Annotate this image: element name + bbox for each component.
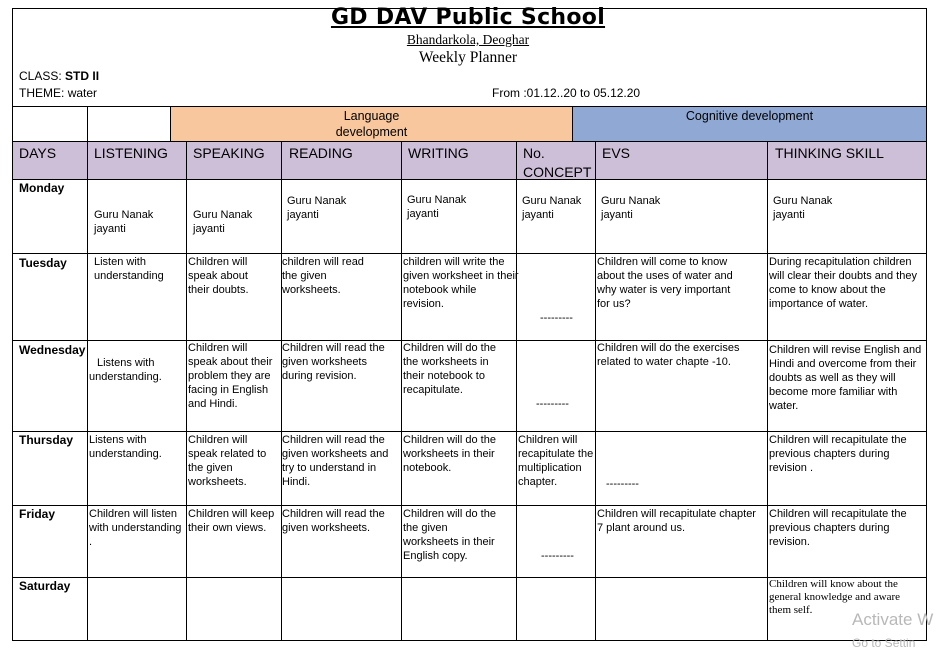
monday-speaking: Guru Nanak jayanti	[193, 209, 253, 235]
friday-writing: Children will do the the given worksheets in their English copy.	[403, 508, 496, 562]
rule-monday	[12, 253, 927, 254]
header-reading: READING	[289, 145, 353, 161]
header-speaking: SPEAKING	[193, 145, 265, 161]
rule-col-5	[516, 141, 517, 641]
class-line	[19, 69, 99, 84]
rule-top-band	[12, 106, 927, 107]
thursday-evs: ---------	[606, 478, 639, 490]
school-address: Bhandarkola, Deoghar	[406, 32, 530, 47]
day-saturday: Saturday	[19, 579, 71, 593]
friday-thinking: Children will recapitulate the previous chapters during revision.	[769, 508, 907, 548]
header-thinking: THINKING SKILL	[775, 145, 884, 161]
tuesday-speaking: Children will speak about their doubts.	[188, 256, 249, 296]
rule-col-1	[87, 106, 88, 641]
wednesday-listening: Listens with understanding.	[89, 357, 162, 383]
wednesday-writing: Children will do the the worksheets in their notebook to recapitulate.	[403, 342, 496, 396]
class-value: STD II	[65, 69, 100, 83]
day-tuesday: Tuesday	[19, 256, 67, 270]
wednesday-concept: ---------	[536, 398, 569, 410]
friday-speaking: Children will keep their own views.	[188, 508, 275, 534]
tuesday-thinking: During recapitulation children will clear their doubts and they come to know about the importance of water.	[769, 256, 917, 310]
wednesday-thinking: Children will revise English and Hindi and overcome from their doubts as well as they will become more familiar with water.	[769, 344, 922, 412]
friday-listening: Children will listen with understanding .	[89, 508, 182, 548]
rule-col-band	[170, 106, 171, 142]
saturday-thinking: Children will know about the general knowledge and aware them self.	[769, 578, 901, 616]
thursday-reading: Children will read the given worksheets and try to understand in Hindi.	[282, 434, 389, 488]
thursday-thinking: Children will recapitulate the previous chapters during revision .	[769, 434, 907, 474]
wednesday-evs: Children will do the exercises related to water chapte -10.	[597, 342, 740, 368]
monday-concept: Guru Nanak jayanti	[522, 195, 582, 221]
day-friday: Friday	[19, 507, 56, 521]
rule-wednesday	[12, 431, 927, 432]
thursday-listening: Listens with understanding.	[89, 434, 162, 460]
rule-col-8	[767, 141, 768, 641]
activation-watermark-sub: Go to Settin	[852, 636, 916, 650]
planner-title: Weekly Planner	[418, 49, 518, 66]
class-label: CLASS:	[19, 69, 62, 83]
school-name: GD DAV Public School	[330, 5, 606, 30]
rule-col-3	[281, 141, 282, 641]
tuesday-concept: ---------	[540, 312, 573, 324]
header-concept: No. CONCEPT	[523, 145, 592, 180]
friday-evs: Children will recapitulate chapter 7 plant around us.	[597, 508, 756, 534]
day-thursday: Thursday	[19, 433, 74, 447]
header-days: DAYS	[19, 145, 57, 161]
rule-col-7	[595, 141, 596, 641]
thursday-speaking: Children will speak related to the given worksheets.	[188, 434, 267, 488]
tuesday-writing: children will write the given worksheet in their notebook while revision.	[403, 256, 519, 310]
thursday-concept: Children will recapitulate the multiplication chapter.	[518, 434, 594, 488]
monday-evs: Guru Nanak jayanti	[601, 195, 661, 221]
rule-col-4	[401, 141, 402, 641]
theme-label: THEME:	[19, 86, 65, 100]
wednesday-reading: Children will read the given worksheets during revision.	[282, 342, 385, 382]
friday-reading: Children will read the given worksheets.	[282, 508, 385, 534]
tuesday-listening: Listen with understanding	[94, 256, 164, 282]
header-writing: WRITING	[408, 145, 469, 161]
theme-value: water	[67, 86, 98, 100]
monday-thinking: Guru Nanak jayanti	[773, 195, 833, 221]
day-wednesday: Wednesday	[19, 343, 86, 357]
monday-writing: Guru Nanak jayanti	[407, 194, 467, 220]
cognitive-band-label: Cognitive development	[685, 109, 814, 123]
activation-watermark: Activate W	[852, 610, 934, 629]
thursday-writing: Children will do the worksheets in their notebook.	[403, 434, 496, 474]
monday-reading: Guru Nanak jayanti	[287, 195, 347, 221]
wednesday-speaking: Children will speak about their problem they are facing in English and Hindi.	[188, 342, 273, 410]
language-band-label: Language development	[335, 109, 408, 139]
monday-listening: Guru Nanak jayanti	[94, 209, 154, 235]
theme-line	[19, 86, 97, 101]
rule-head-bottom	[12, 179, 927, 180]
rule-col-2	[186, 141, 187, 641]
day-monday: Monday	[19, 181, 65, 195]
friday-concept: ---------	[541, 550, 574, 562]
date-range: From :01.12..20 to 05.12.20	[492, 86, 641, 100]
rule-col-6	[572, 106, 573, 142]
header-evs: EVS	[602, 145, 631, 161]
tuesday-evs: Children will come to know about the uses of water and why water is very important for us?	[597, 256, 733, 310]
header-listening: LISTENING	[94, 145, 168, 161]
tuesday-reading: children will read the given worksheets.	[282, 256, 364, 296]
rule-thursday	[12, 505, 927, 506]
rule-band-bottom	[12, 141, 927, 142]
